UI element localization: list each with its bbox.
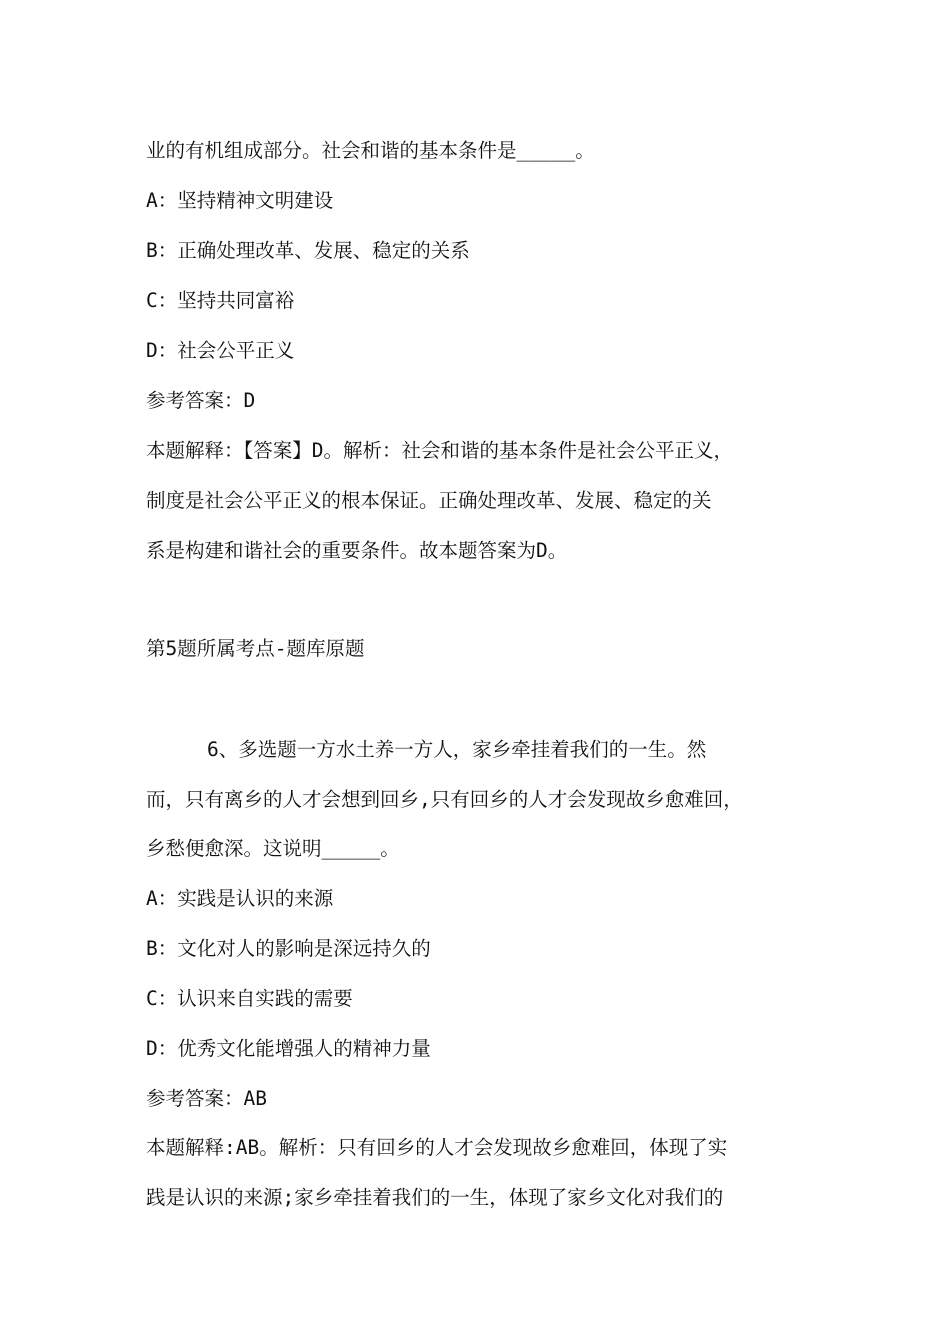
q6-stem-line-3: 乡愁便愈深。这说明_____。 [146, 837, 400, 860]
q6-answer: 参考答案：AB [146, 1087, 267, 1110]
q6-option-c: C：认识来自实践的需要 [146, 987, 353, 1010]
q6-stem-line-1: 6、多选题一方水土养一方人，家乡牵挂着我们的一生。然 [207, 738, 707, 761]
q6-option-b: B：文化对人的影响是深远持久的 [146, 937, 431, 960]
q5-topic: 第5题所属考点-题库原题 [146, 637, 365, 660]
q5-explanation-line-3: 系是构建和谐社会的重要条件。故本题答案为D。 [146, 539, 568, 562]
q5-option-a: A：坚持精神文明建设 [146, 189, 334, 212]
q6-stem-line-2: 而，只有离乡的人才会想到回乡,只有回乡的人才会发现故乡愈难回， [146, 788, 743, 811]
q5-option-c: C：坚持共同富裕 [146, 289, 295, 312]
q6-option-a: A：实践是认识的来源 [146, 887, 334, 910]
q5-explanation-line-2: 制度是社会公平正义的根本保证。正确处理改革、发展、稳定的关 [146, 489, 712, 512]
q6-option-d: D：优秀文化能增强人的精神力量 [146, 1037, 431, 1060]
q5-answer: 参考答案：D [146, 389, 256, 412]
q6-explanation-line-2: 践是认识的来源;家乡牵挂着我们的一生，体现了家乡文化对我们的 [146, 1186, 724, 1209]
q5-explanation-line-1: 本题解释：【答案】D。解析：社会和谐的基本条件是社会公平正义， [146, 439, 733, 462]
q5-option-b: B：正确处理改革、发展、稳定的关系 [146, 239, 470, 262]
q5-option-d: D：社会公平正义 [146, 339, 295, 362]
q6-explanation-line-1: 本题解释:AB。解析：只有回乡的人才会发现故乡愈难回，体现了实 [146, 1136, 728, 1159]
q5-stem-line: 业的有机组成部分。社会和谐的基本条件是_____。 [146, 139, 595, 162]
